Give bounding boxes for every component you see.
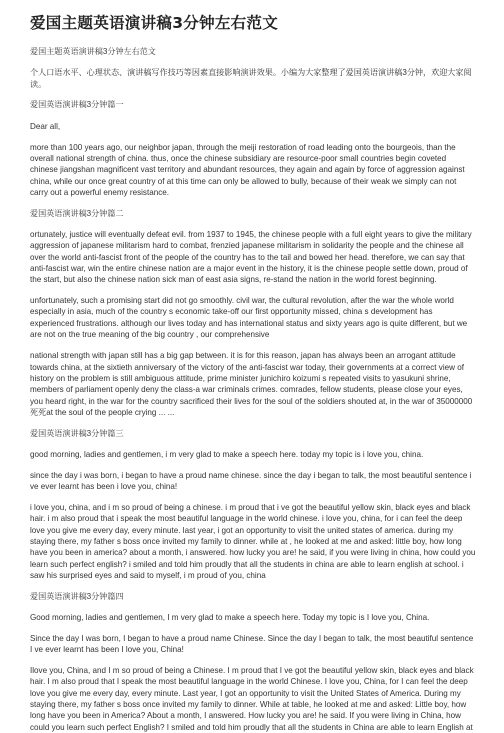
- paragraph: i love you, china, and i m so proud of being a chinese. i m proud that i ve got the beautiful yellow skin, black eyes and black hair. i m also proud that i speak the most beautiful language in the world chinese. i love you, china, for i can feel the deep love you give me every day, every minute. last year, i got an opportunity to visit the united states of america. during my staying there, my father s boss once invited my family to dinner. while at , he looked at me and asked: little boy, how long have you been in america? about a month, i answered. how lucky you are! he said, if you were living in china, how could you learn such perfect english? i smiled and told him proudly that all the students in china are able to learn english at school. i saw his surprised eyes and said to myself, i m proud of you, china: [30, 503, 476, 580]
- section-heading: 爱国英语演讲稿3分钟篇二: [30, 208, 124, 218]
- paragraph: unfortunately, such a promising start did not go smoothly. civil war, the cultural revolution, after the war the whole world especially in asia, much of the country s economic take-off our first opportunity missed, china s development has experienced frustrations. although our lives today and has international status and sixty years ago is quite different, but we are not on the true meaning of the big country , our comprehensive: [30, 296, 468, 340]
- paragraph: more than 100 years ago, our neighbor japan, through the meiji restoration of road leading onto the bourgeois, than the overall national strength of china. thus, once the chinese subsidiary are resource-poor small countries begin coveted chinese jiangshan magnificent vast territory and abundant resources, they again and again by force of aggression against china, while our once great country of at this time can only be allowed to bully, because of their weak we simply can not carry out a powerful enemy resistance.: [30, 142, 465, 197]
- paragraph: Since the day I was born, I began to have a proud name Chinese. Since the day I began to talk, the most beautiful sentence I ve ever learnt has been I love you, China!: [30, 633, 474, 655]
- paragraph: Good morning, ladies and gentlemen, I m very glad to make a speech here. Today my topic is I love you, China.: [30, 613, 430, 623]
- paragraph: ortunately, justice will eventually defeat evil. from 1937 to 1945, the chinese people with a full eight years to give the military aggression of japanese militarism hard to combat, frenzied japanese militarism in solidarity the people and the chinese all over the world anti-fascist front of the people of the country has to the tail and bowed her head. therefore, we can say that anti-fascist war, win the entire chinese nation are a major event in the history, it is the chinese people settle down, proud of the start, but also the chinese nation sick man of east asia signs, re-stand the nation in the world forest beginning.: [30, 230, 472, 285]
- section-heading: 爱国英语演讲稿3分钟篇四: [30, 591, 124, 601]
- page-break-spacer: [30, 340, 476, 350]
- paragraph: Dear all,: [30, 121, 61, 131]
- section-heading: 爱国英语演讲稿3分钟篇一: [30, 100, 124, 110]
- paragraph: since the day i was born, i began to have a proud name chinese. since the day i began to talk, the most beautiful sentence i ve ever learnt has been i love you, china!: [30, 470, 472, 492]
- paragraph: good morning, ladies and gentlemen, i m very glad to make a speech here. today my topic is i love you, china.: [30, 449, 424, 459]
- section-heading: 爱国主题英语演讲稿3分钟左右范文: [30, 47, 156, 56]
- paragraph: national strength with japan still has a big gap between. it is for this reason, japan has always been an arrogant attitude towards china, at the sixtieth anniversary of the victory of the anti-fascist war today, their governments at a correct view of history on the problem is still ambiguous attitude, prime minister junichiro koizumi s repeated visits to yasukuni shrine, members of parliament openly deny the class-a war criminals crimes. comrades, fellow students, please close your eyes, you heard right, in the war for the country sacrificed their lives for the soul of the soldiers shouted at, in the war of 35000000死死at the soul of the people crying ... ...: [30, 351, 473, 417]
- section-heading: 爱国英语演讲稿3分钟篇三: [30, 428, 124, 438]
- paragraph: 个人口语水平、心理状态、演讲稿写作技巧等因素直接影响演讲效果。小编为大家整理了爱国英语演讲稿3分钟，欢迎大家阅读。: [30, 68, 472, 89]
- document-body: [30, 46, 476, 733]
- document-title: 爱国主题英语演讲稿3分钟左右范文: [30, 14, 279, 32]
- paragraph: Ilove you, China, and I m so proud of being a Chinese. I m proud that I ve got the beautiful yellow skin, black eyes and black hair. I m also proud that I speak the most beautiful language in the world Chinese. I love you, China, for I can feel the deep love you give me every day, every minute. Last year, I got an opportunity to visit the United States of America. During my staying there, my father s boss once invited my family to dinner. While at table, he looked at me and asked: Little boy, how long have you been in America? About a month, I answered. How lucky you are! he said. If you were living in China, how could you learn such perfect English? I smiled and told him proudly that all the students in China are able to learn English at: [30, 666, 474, 732]
